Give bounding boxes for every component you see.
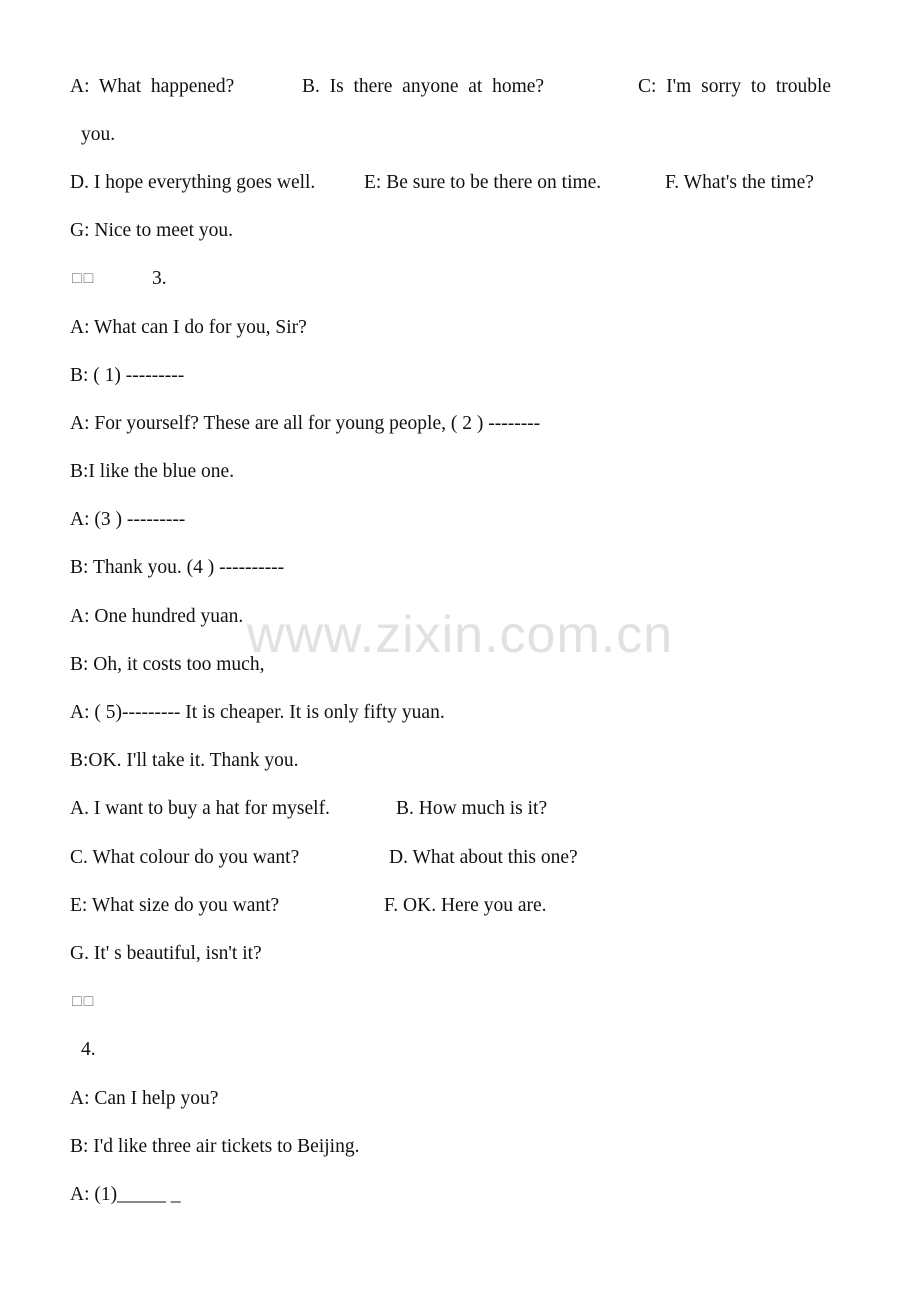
dialogue-line: B:I like the blue one. <box>70 461 235 482</box>
answer-option: A. I want to buy a hat for myself. <box>70 798 330 819</box>
dialogue-line: B: Thank you. (4 ) ---------- <box>70 557 285 578</box>
option-b: B. Is there anyone at home? <box>302 76 545 97</box>
answer-option: C. What colour do you want? <box>70 847 300 868</box>
option-c-continued: you. <box>81 124 116 145</box>
option-d: D. I hope everything goes well. <box>70 172 316 193</box>
dialogue-line: A: (3 ) --------- <box>70 509 186 530</box>
dialogue-line: B:OK. I'll take it. Thank you. <box>70 750 299 771</box>
dialogue-line: A: ( 5)--------- It is cheaper. It is only fifty yuan. <box>70 702 445 723</box>
dialogue-line: B: Oh, it costs too much, <box>70 654 265 675</box>
option-c: C: I'm sorry to trouble <box>638 76 832 97</box>
dialogue-line: A: What can I do for you, Sir? <box>70 317 307 338</box>
dialogue-line: A: (1)_____ _ <box>70 1184 181 1205</box>
dialogue-line: A: One hundred yuan. <box>70 606 244 627</box>
question-number: 3. <box>152 268 167 289</box>
option-e: E: Be sure to be there on time. <box>364 172 602 193</box>
answer-option: B. How much is it? <box>396 798 548 819</box>
option-g: G: Nice to meet you. <box>70 220 233 241</box>
question-number: 4. <box>81 1039 96 1060</box>
dialogue-line: A: Can I help you? <box>70 1088 219 1109</box>
dialogue-line: A: For yourself? These are all for young people, ( 2 ) -------- <box>70 413 541 434</box>
answer-option: E: What size do you want? <box>70 895 280 916</box>
watermark: www.zixin.com.cn <box>246 606 674 664</box>
answer-option: F. OK. Here you are. <box>384 895 547 916</box>
dialogue-line: B: ( 1) --------- <box>70 365 185 386</box>
answer-option: G. It' s beautiful, isn't it? <box>70 943 262 964</box>
option-a: A: What happened? <box>70 76 235 97</box>
option-f: F. What's the time? <box>665 172 814 193</box>
dialogue-line: B: I'd like three air tickets to Beijing. <box>70 1136 360 1157</box>
answer-option: D. What about this one? <box>389 847 578 868</box>
section-marker: □□ <box>72 270 96 287</box>
section-marker: □□ <box>72 993 96 1010</box>
